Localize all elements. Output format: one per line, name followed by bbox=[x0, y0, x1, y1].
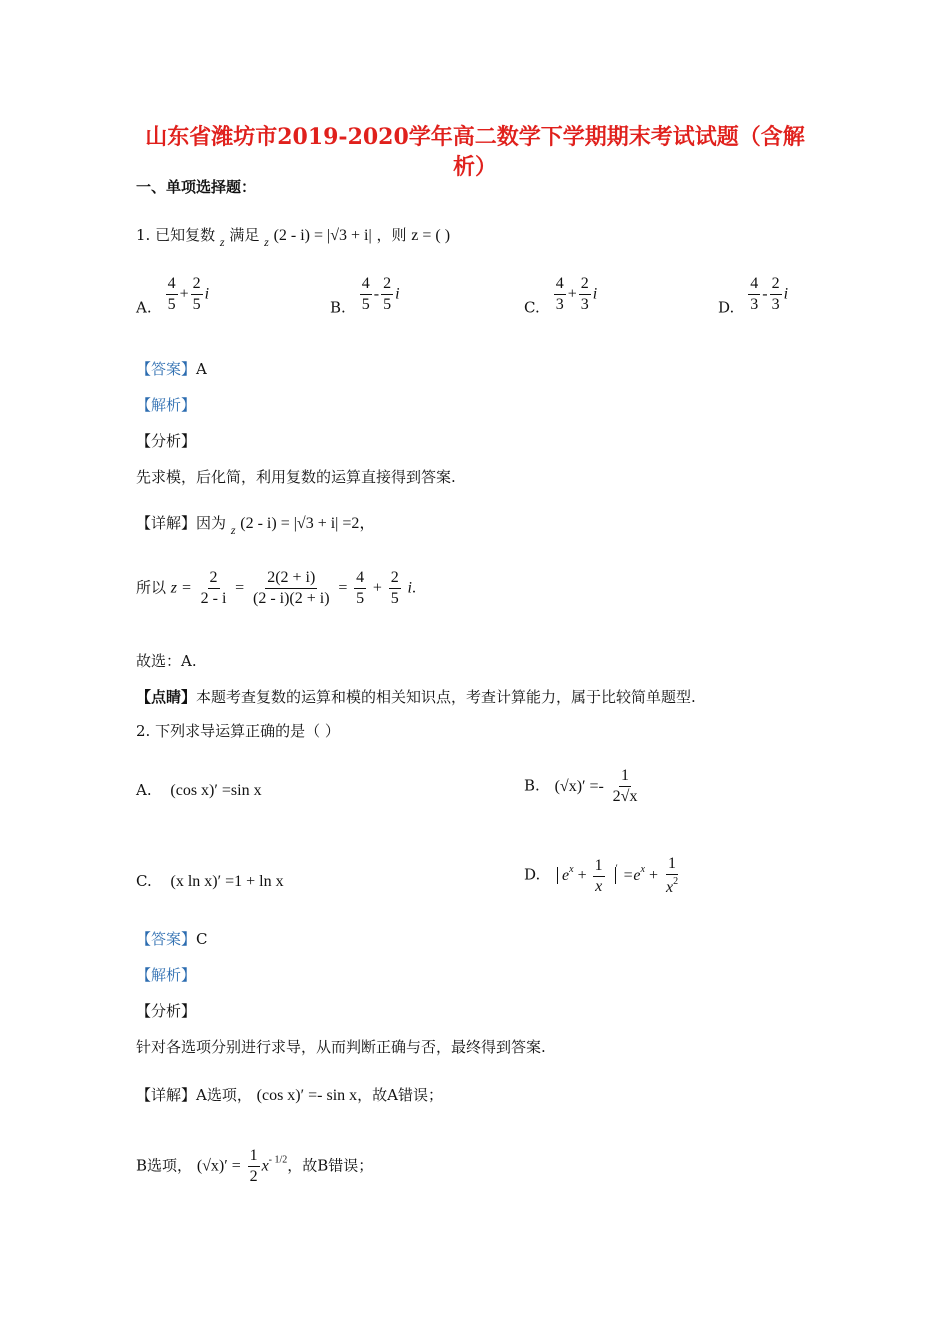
q2-jiexi-tag: 【解析】 bbox=[136, 966, 197, 984]
q1-fenxi-text: 先求模，后化简，利用复数的运算直接得到答案. bbox=[136, 468, 456, 486]
soyi-frac-2: $\frac{2(2 + i)}{(2 - i)(2 + i)}$ bbox=[252, 569, 330, 607]
dianjing-text: 本题考查复数的运算和模的相关知识点，考查计算能力，属于比较简单题型. bbox=[196, 688, 696, 706]
q1-fenxi-tag: 【分析】 bbox=[136, 432, 197, 450]
q2-answer: 【答案】C bbox=[136, 930, 208, 948]
q1-option-a: A. $\frac{4}{5}$ + $\frac{2}{5}$ i bbox=[136, 275, 210, 317]
answer-value: A bbox=[196, 360, 207, 378]
q1-var-z-2: z bbox=[264, 235, 269, 249]
q1-option-b: B. $\frac{4}{5}$ - $\frac{2}{5}$ i bbox=[330, 275, 400, 317]
detail-text: 因为 bbox=[196, 514, 227, 532]
title-line-1: 山东省潍坊市2019-2020学年高二数学下学期期末考试试题（含解 bbox=[145, 124, 805, 150]
q1-choose: 故选：A. bbox=[136, 652, 197, 670]
dianjing-tag: 【点睛】 bbox=[136, 688, 197, 706]
q2-fenxi-tag: 【分析】 bbox=[136, 1002, 197, 1020]
q1-dianjing bbox=[136, 686, 696, 708]
q1-then: ，则 bbox=[376, 226, 407, 244]
q2-detail-a: 【详解】A选项， (cos x)′ =- sin x，故A错误； bbox=[136, 1086, 443, 1104]
q1-ask: z = ( ) bbox=[411, 227, 451, 244]
q2-fenxi-text: 针对各选项分别进行求导，从而判断正确与否，最终得到答案. bbox=[136, 1038, 546, 1056]
detail-math: (2 - i) = |√3 + i| =2， bbox=[240, 515, 376, 532]
q1-condition: (2 - i) = |√3 + i| bbox=[273, 227, 372, 244]
question-2: 2. 下列求导运算正确的是（ ） bbox=[136, 722, 340, 740]
title-line-2: 析） bbox=[452, 154, 497, 180]
detail-var-z: z bbox=[230, 523, 236, 537]
answer-tag: 【答案】 bbox=[136, 360, 197, 378]
section-heading: 一、单项选择题： bbox=[136, 178, 257, 196]
soyi-frac-4: $\frac{2}{5}$ bbox=[390, 569, 399, 607]
q2-option-a: A. (cos x)′ =sin x bbox=[136, 781, 262, 799]
q1-prefix: 1. 已知复数 bbox=[136, 226, 216, 244]
q1-soyi: 所以 z = $\frac{2}{2 - i}$ = $\frac{2(2 + i)}{(2 - i)(2 + i)}$ = $\frac{4}{5}$ + $\frac{2}{5}$ i. bbox=[136, 569, 416, 607]
q1-detail bbox=[136, 512, 375, 541]
detail-tag: 【详解】 bbox=[136, 514, 197, 532]
q2-option-b: B. (√x)′ =- $\frac{1}{2√x}$ bbox=[524, 767, 638, 805]
soyi-text: 所以 bbox=[136, 578, 167, 597]
question-1 bbox=[136, 224, 450, 253]
q1-answer bbox=[136, 358, 207, 380]
soyi-frac-3: $\frac{4}{5}$ bbox=[356, 569, 365, 607]
q2-option-c: C. (x ln x)′ =1 + ln x bbox=[136, 872, 284, 890]
soyi-frac-1: $\frac{2}{2 - i}$ bbox=[200, 569, 227, 607]
q1-mid: 满足 bbox=[229, 226, 260, 244]
q1-option-c: C. $\frac{4}{3}$ + $\frac{2}{3}$ i bbox=[524, 275, 598, 317]
q2-option-d: D. $e^x$ + $\frac{1}{x}$ $' =e^x$ + $\frac{1}{x^2}$ bbox=[524, 855, 679, 896]
q1-jiexi-tag: 【解析】 bbox=[136, 396, 197, 414]
document-title bbox=[120, 122, 830, 182]
q2-detail-b: B选项， (√x)′ = $\frac{1}{2}$ $x^{- 1/2}$，故B错误； bbox=[136, 1147, 374, 1185]
q1-var-z: z bbox=[219, 235, 225, 249]
q1-option-d: D. $\frac{4}{3}$ - $\frac{2}{3}$ i bbox=[718, 275, 789, 317]
soyi-lhs: z = bbox=[170, 579, 192, 597]
